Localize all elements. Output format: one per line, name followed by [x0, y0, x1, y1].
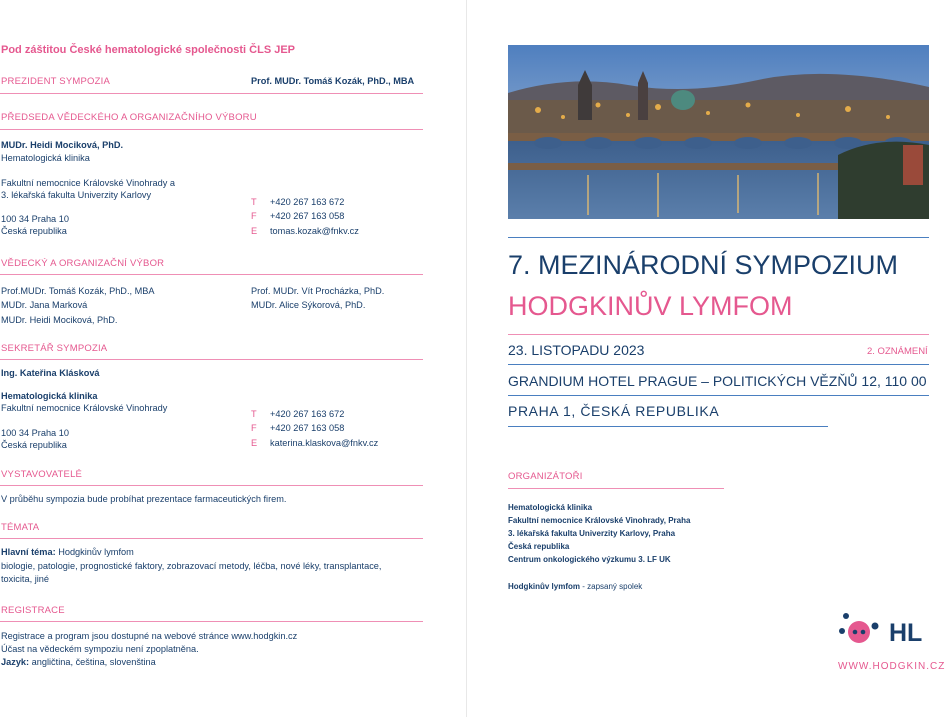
- contact-value: katerina.klaskova@fnkv.cz: [270, 438, 379, 448]
- secretary-dept: Hematologická klinika: [1, 391, 98, 401]
- committee-member: Prof.MUDr. Tomáš Kozák, PhD., MBA: [1, 286, 155, 296]
- chair-contact-email: [251, 225, 359, 238]
- contact-value: +420 267 163 672: [270, 197, 345, 207]
- contact-label: E: [251, 226, 258, 236]
- organizers-heading: ORGANIZÁTOŘI: [508, 471, 583, 482]
- society-name: Hodgkinův lymfom: [508, 582, 581, 591]
- chair-city: 100 34 Praha 10: [1, 214, 69, 224]
- language-value: angličtina, čeština, slovenština: [29, 657, 156, 667]
- topics-main: [1, 546, 134, 559]
- exhibitors-heading: VYSTAVOVATELÉ: [1, 469, 83, 480]
- committee-member: MUDr. Jana Marková: [1, 300, 88, 310]
- symposium-subtitle: HODGKINŮV LYMFOM: [508, 291, 793, 321]
- right-page: [467, 0, 945, 717]
- president-heading: PREZIDENT SYMPOZIA: [1, 76, 110, 87]
- organizer-line: Fakultní nemocnice Královské Vinohrady, Praha: [508, 516, 691, 525]
- contact-value: tomas.kozak@fnkv.cz: [270, 226, 359, 236]
- venue-city: PRAHA 1, ČESKÁ REPUBLIKA: [508, 403, 720, 419]
- title-rule: [508, 237, 929, 238]
- left-page: [0, 0, 466, 717]
- divider: [0, 129, 423, 130]
- registration-line: Účast na vědeckém sympoziu není zpoplatněna.: [1, 644, 199, 654]
- organizer-line: Centrum onkologického výzkumu 3. LF UK: [508, 555, 671, 564]
- contact-value: +420 267 163 058: [270, 211, 345, 221]
- symposium-title: 7. MEZINÁRODNÍ SYMPOZIUM: [508, 250, 899, 280]
- divider: [508, 426, 828, 427]
- committee-member: MUDr. Heidi Mociková, PhD.: [1, 315, 118, 325]
- logo-text: HL: [889, 619, 923, 647]
- exhibitors-text: V průběhu sympozia bude probíhat prezentace farmaceutických firem.: [1, 494, 287, 504]
- topics-main-label: Hlavní téma:: [1, 547, 56, 557]
- chair-heading: PŘEDSEDA VĚDECKÉHO A ORGANIZAČNÍHO VÝBORU: [1, 112, 257, 123]
- divider: [0, 93, 423, 94]
- committee-heading: VĚDECKÝ A ORGANIZAČNÍ VÝBOR: [1, 258, 165, 269]
- website-link[interactable]: WWW.HODGKIN.CZ: [838, 661, 945, 672]
- president-name: Prof. MUDr. Tomáš Kozák, PhD., MBA: [251, 76, 415, 86]
- topics-main-value: Hodgkinův lymfom: [55, 547, 134, 557]
- secretary-contact-fax: [251, 422, 344, 435]
- chair-inst-1: Fakultní nemocnice Královské Vinohrady a: [1, 178, 175, 188]
- event-date: 23. LISTOPADU 2023: [508, 342, 645, 358]
- secretary-contact-phone: [251, 408, 344, 421]
- divider: [0, 538, 423, 539]
- divider: [0, 359, 423, 360]
- chair-contact-fax: [251, 210, 344, 223]
- committee-member: Prof. MUDr. Vít Procházka, PhD.: [251, 286, 385, 296]
- chair-country: Česká republika: [1, 226, 67, 236]
- topics-line: toxicita, jiné: [1, 574, 50, 584]
- society-suffix: - zapsaný spolek: [580, 582, 643, 591]
- registration-line: Registrace a program jsou dostupné na webové stránce www.hodgkin.cz: [1, 631, 298, 641]
- contact-label: F: [251, 423, 257, 433]
- language-label: Jazyk:: [1, 657, 30, 667]
- topics-line: biologie, patologie, prognostické faktory, zobrazovací metody, léčba, nové léky, transplantace,: [1, 561, 382, 571]
- contact-value: +420 267 163 058: [270, 423, 345, 433]
- chair-inst-2: 3. lékařská fakulta Univerzity Karlovy: [1, 190, 152, 200]
- organizer-line: 3. lékařská fakulta Univerzity Karlovy, Praha: [508, 529, 676, 538]
- contact-label: E: [251, 438, 258, 448]
- chair-dept: Hematologická klinika: [1, 153, 90, 163]
- contact-label: F: [251, 211, 257, 221]
- secretary-inst: Fakultní nemocnice Královské Vinohrady: [1, 403, 168, 413]
- patronage-heading: Pod záštitou České hematologické společnosti ČLS JEP: [1, 44, 296, 56]
- organizer-line: Česká republika: [508, 542, 570, 551]
- announcement-badge: 2. OZNÁMENÍ: [867, 346, 928, 357]
- secretary-heading: SEKRETÁŘ SYMPOZIA: [1, 343, 108, 354]
- divider: [0, 621, 423, 622]
- contact-label: T: [251, 197, 257, 207]
- organizer-line: Hematologická klinika: [508, 503, 593, 512]
- prague-bridges-night-photo: [508, 45, 929, 219]
- committee-member: MUDr. Alice Sýkorová, PhD.: [251, 300, 366, 310]
- divider: [508, 334, 929, 335]
- chair-name: MUDr. Heidi Mociková, PhD.: [1, 140, 124, 150]
- registration-heading: REGISTRACE: [1, 605, 65, 616]
- contact-label: T: [251, 409, 257, 419]
- venue: GRANDIUM HOTEL PRAGUE – POLITICKÝCH VĚZŇŮ 12, 110 00: [508, 373, 927, 389]
- registration-language: [1, 656, 156, 669]
- secretary-contact-email: [251, 437, 378, 450]
- divider: [508, 395, 929, 396]
- secretary-city: 100 34 Praha 10: [1, 428, 69, 438]
- divider: [0, 274, 423, 275]
- hl-logo-icon: [839, 612, 929, 650]
- society-line: [508, 582, 642, 591]
- contact-value: +420 267 163 672: [270, 409, 345, 419]
- secretary-country: Česká republika: [1, 440, 67, 450]
- divider: [508, 488, 724, 489]
- chair-contact-phone: [251, 196, 344, 209]
- topics-heading: TÉMATA: [1, 522, 40, 533]
- divider: [0, 485, 423, 486]
- secretary-name: Ing. Kateřina Klásková: [1, 368, 100, 378]
- divider: [508, 364, 929, 365]
